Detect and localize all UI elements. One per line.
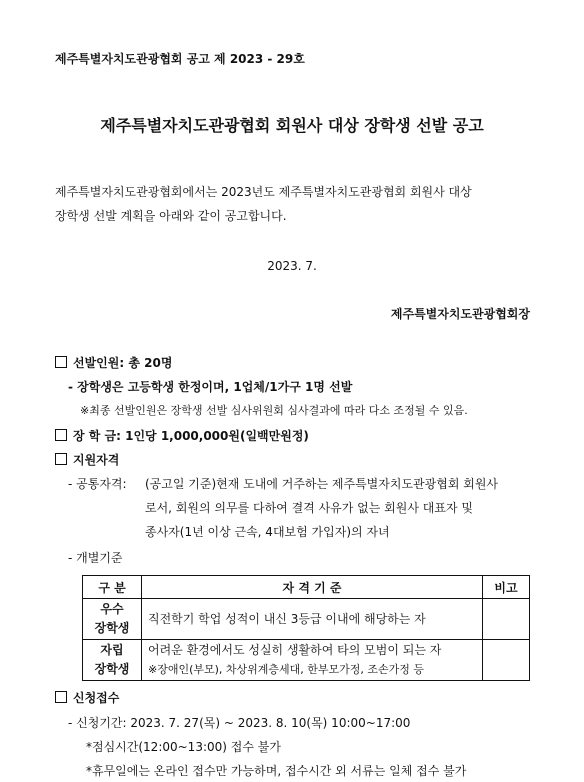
section-qualification-heading: 지원자격 xyxy=(73,453,120,467)
notice-date: 2023. 7. xyxy=(267,259,317,273)
application-note-lunch: *점심시간(12:00~13:00) 접수 불가 xyxy=(86,740,281,754)
square-bullet-icon xyxy=(55,429,67,441)
common-qualification-label: - 공통자격: xyxy=(68,477,127,491)
section-selection-heading: 선발인원: 총 20명 xyxy=(73,356,173,370)
row-category-line-2: 장학생 xyxy=(94,662,130,676)
row-note xyxy=(483,640,530,681)
row-category-line-2: 장학생 xyxy=(94,621,130,635)
notice-number: 제주특별자치도관광협회 공고 제 2023 - 29호 xyxy=(55,52,305,66)
row-category xyxy=(83,640,142,681)
header-category: 구 분 xyxy=(83,576,142,599)
row-criteria-line-1: 어려운 환경에서도 성실히 생활하여 타의 모범이 되는 자 xyxy=(148,643,442,657)
intro-line-2: 장학생 선발 계획을 아래와 같이 공고합니다. xyxy=(55,209,287,223)
row-criteria-line-2: ※장애인(부모), 차상위계층세대, 한부모가정, 조손가정 등 xyxy=(148,663,425,676)
square-bullet-icon xyxy=(55,691,67,703)
row-criteria xyxy=(142,599,483,640)
selection-item: - 장학생은 고등학생 한정이며, 1업체/1가구 1명 선발 xyxy=(68,380,353,394)
square-bullet-icon xyxy=(55,356,67,368)
selection-note: ※최종 선발인원은 장학생 선발 심사위원회 심사결과에 따라 다소 조정될 수 있음. xyxy=(80,404,468,417)
section-qualification xyxy=(55,452,119,468)
table-row xyxy=(83,599,530,640)
square-bullet-icon xyxy=(55,453,67,465)
row-note xyxy=(483,599,530,640)
section-selection xyxy=(55,355,172,371)
section-scholarship xyxy=(55,428,309,444)
row-category-line-1: 자립 xyxy=(100,643,124,657)
header-note: 비고 xyxy=(483,576,530,599)
section-application xyxy=(55,690,119,706)
document-title: 제주특별자치도관광협회 회원사 대상 장학생 선발 공고 xyxy=(100,116,484,135)
row-criteria xyxy=(142,640,483,681)
row-criteria-line-1: 직전학기 학업 성적이 내신 3등급 이내에 해당하는 자 xyxy=(148,611,426,626)
common-qualification-line-2: 로서, 회원의 의무를 다하여 결격 사유가 없는 회원사 대표자 및 xyxy=(145,501,473,515)
individual-criteria-label: - 개별기준 xyxy=(68,551,123,565)
criteria-table xyxy=(82,575,530,681)
intro-line-1: 제주특별자치도관광협회에서는 2023년도 제주특별자치도관광협회 회원사 대상 xyxy=(55,185,472,199)
common-qualification-line-3: 종사자(1년 이상 근속, 4대보험 가입자)의 자녀 xyxy=(145,525,390,539)
header-criteria: 자 격 기 준 xyxy=(142,576,483,599)
row-category xyxy=(83,599,142,640)
application-note-holiday: *휴무일에는 온라인 접수만 가능하며, 접수시간 외 서류는 일체 접수 불가 xyxy=(86,764,467,778)
application-period: - 신청기간: 2023. 7. 27(목) ~ 2023. 8. 10(목) 10:00~17:00 xyxy=(68,716,411,730)
issuer-name: 제주특별자치도관광협회장 xyxy=(390,307,530,321)
common-qualification-line-1: (공고일 기준)현재 도내에 거주하는 제주특별자치도관광협회 회원사 xyxy=(145,477,499,491)
section-scholarship-heading: 장 학 금: 1인당 1,000,000원(일백만원정) xyxy=(73,429,309,443)
table-header-row xyxy=(83,576,530,599)
section-application-heading: 신청접수 xyxy=(73,691,120,705)
row-category-line-1: 우수 xyxy=(100,602,124,616)
table-row xyxy=(83,640,530,681)
